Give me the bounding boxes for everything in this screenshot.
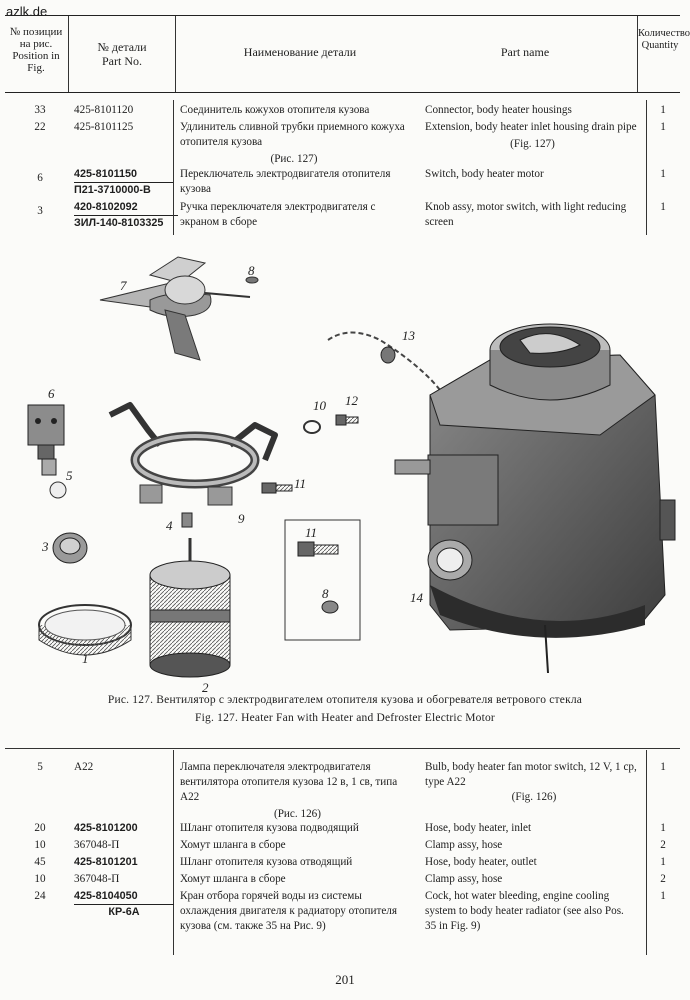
row-quantity: 2 <box>660 839 666 851</box>
knob-3-drawing <box>53 533 87 563</box>
header-partno <box>69 40 175 68</box>
row-name-en: Switch, body heater motor <box>425 168 544 180</box>
row-name-en: Extension, body heater inlet housing drain pipe <box>425 121 637 133</box>
watermark-text: azlk.de <box>6 4 48 19</box>
callout-4: 4 <box>166 518 173 533</box>
row-position: 5 <box>37 761 43 773</box>
detail-inset-drawing <box>285 520 360 640</box>
row-partno: 425-8101200 <box>74 822 138 834</box>
terminal-4-drawing <box>182 513 192 527</box>
column-divider <box>173 100 174 235</box>
row-partno: 420-8102092 <box>74 201 138 213</box>
switch-drawing <box>28 405 64 475</box>
row-name-ru-block <box>180 120 408 167</box>
row-position: 20 <box>34 822 46 834</box>
row-partno-alt: ЗИЛ-140-8103325 <box>74 215 178 231</box>
row-name-ru: Хомут шланга в сборе <box>180 873 286 885</box>
row-figure-ref-en: (Fig. 126) <box>511 791 557 803</box>
exploded-view-illustration <box>0 255 690 695</box>
callout-11-inset: 11 <box>305 525 318 540</box>
row-name-ru: Переключатель электродвигателя отопителя кузова <box>180 168 391 195</box>
row-name-ru: Шланг отопителя кузова отводящий <box>180 856 353 868</box>
row-quantity: 2 <box>660 873 666 885</box>
row-partno-block <box>74 167 174 198</box>
row-position: 3 <box>37 205 43 217</box>
callout-6: 6 <box>48 386 55 401</box>
row-figure-ref-ru: (Рис. 127) <box>270 153 318 165</box>
row-quantity: 1 <box>660 856 666 868</box>
row-partno-alt: КР-6А <box>74 904 174 920</box>
header-quantity-ru: Количество <box>638 28 690 39</box>
fan-impeller-drawing <box>100 257 250 360</box>
row-partno: 425-8101125 <box>74 121 134 133</box>
row-name-en-block <box>425 760 643 805</box>
row-position: 45 <box>34 856 46 868</box>
row-quantity: 1 <box>660 104 666 116</box>
row-partno: 425-8101201 <box>74 856 138 868</box>
electric-motor-drawing <box>150 538 230 677</box>
row-name-en-block <box>425 120 640 152</box>
row-quantity: 1 <box>660 822 666 834</box>
row-partno: 425-8104050 <box>74 890 138 902</box>
rubber-ring-drawing <box>39 605 131 655</box>
row-partno: 367048-П <box>74 873 120 885</box>
row-name-en: Clamp assy, hose <box>425 839 503 851</box>
row-name-ru: Лампа переключателя электродвигателя вентилятора отопителя кузова 12 в, 1 св, типа А22 <box>180 761 398 803</box>
callout-8: 8 <box>248 263 255 278</box>
row-name-en: Knob assy, motor switch, with light reducing screen <box>425 201 627 228</box>
callout-8-inset: 8 <box>322 586 329 601</box>
header-name-ru: Наименование детали <box>243 45 357 59</box>
figure-caption-ru: Рис. 127. Вентилятор с электродвигателем отопителя кузова и обогревателя ветрового стекла <box>107 694 583 706</box>
page-number: 201 <box>335 972 355 987</box>
row-name-ru: Ручка переключателя электродвигателя с экраном в сборе <box>180 201 376 228</box>
row-figure-ref-ru: (Рис. 126) <box>273 808 321 820</box>
header-position <box>5 26 67 74</box>
callout-7: 7 <box>120 278 127 293</box>
screw-11-drawing <box>262 483 292 493</box>
row-position: 10 <box>34 839 46 851</box>
row-quantity: 1 <box>660 121 666 133</box>
row-name-en: Connector, body heater housings <box>425 104 572 116</box>
row-position: 22 <box>34 121 46 133</box>
motor-bracket-drawing <box>110 405 275 505</box>
column-divider <box>646 100 647 235</box>
row-name-ru: Кран отбора горячей воды из системы охлаждения двигателя к радиатору отопителя кузова (см. также 35 на Рис. 9) <box>180 890 398 932</box>
row-position: 24 <box>34 890 46 902</box>
callout-14: 14 <box>410 590 423 605</box>
washer-10-drawing <box>304 421 320 433</box>
column-divider <box>646 750 647 955</box>
row-name-en: Hose, body heater, inlet <box>425 822 532 834</box>
row-position: 33 <box>34 104 46 116</box>
callout-9: 9 <box>238 511 245 526</box>
row-name-en: Clamp assy, hose <box>425 873 503 885</box>
row-quantity: 1 <box>660 761 666 773</box>
row-partno-block <box>74 889 174 920</box>
row-figure-ref-en: (Fig. 127) <box>510 138 555 150</box>
callout-2: 2 <box>202 680 209 695</box>
callout-13: 13 <box>402 328 415 343</box>
callout-11: 11 <box>294 476 307 491</box>
row-partno: A22 <box>74 761 94 773</box>
row-quantity: 1 <box>660 890 666 902</box>
figure-caption-en: Fig. 127. Heater Fan with Heater and Defroster Electric Motor <box>195 712 495 724</box>
row-partno-block <box>74 200 178 231</box>
header-position-ru: № позиции на рис. <box>9 26 63 50</box>
header-quantity <box>638 28 690 52</box>
table-header <box>5 15 690 93</box>
row-name-ru: Шланг отопителя кузова подводящий <box>180 822 359 834</box>
row-name-en: Hose, body heater, outlet <box>425 856 537 868</box>
row-name-ru: Хомут шланга в сборе <box>180 839 286 851</box>
row-name-en: Bulb, body heater fan motor switch, 12 V, 1 cp, type A22 <box>425 761 637 788</box>
header-position-en: Position in Fig. <box>12 50 60 74</box>
row-position: 10 <box>34 873 46 885</box>
callout-3: 3 <box>42 539 49 554</box>
header-partno-ru: № детали <box>97 40 147 54</box>
row-name-en: Cock, hot water bleeding, engine cooling system to body heater radiator (see also Pos. 35 in Fig. 9) <box>425 890 624 932</box>
cable-13-drawing <box>328 333 440 391</box>
heater-housing-drawing <box>395 324 675 673</box>
row-quantity: 1 <box>660 201 666 213</box>
callout-1: 1 <box>82 651 89 666</box>
row-quantity: 1 <box>660 168 666 180</box>
header-partno-en: Part No. <box>102 54 142 68</box>
row-partno-alt: П21-3710000-В <box>74 182 174 198</box>
row-name-ru: Соединитель кожухов отопителя кузова <box>180 104 370 116</box>
callout-12: 12 <box>345 393 358 408</box>
column-divider <box>175 16 176 92</box>
row-name-ru-block <box>180 760 415 822</box>
row-partno: 425-8101150 <box>74 168 138 180</box>
screw-12-drawing <box>336 415 358 425</box>
row-name-ru: Удлинитель сливной трубки приемного кожуха отопителя кузова <box>180 121 405 148</box>
bulb-5-drawing <box>50 482 66 498</box>
row-position: 6 <box>37 172 43 184</box>
header-name-en: Part name <box>500 45 550 59</box>
table-divider <box>5 748 680 749</box>
row-partno: 367048-П <box>74 839 120 851</box>
header-quantity-en: Quantity <box>641 40 679 51</box>
callout-10: 10 <box>313 398 326 413</box>
row-partno: 425-8101120 <box>74 104 134 116</box>
callout-5: 5 <box>66 468 73 483</box>
